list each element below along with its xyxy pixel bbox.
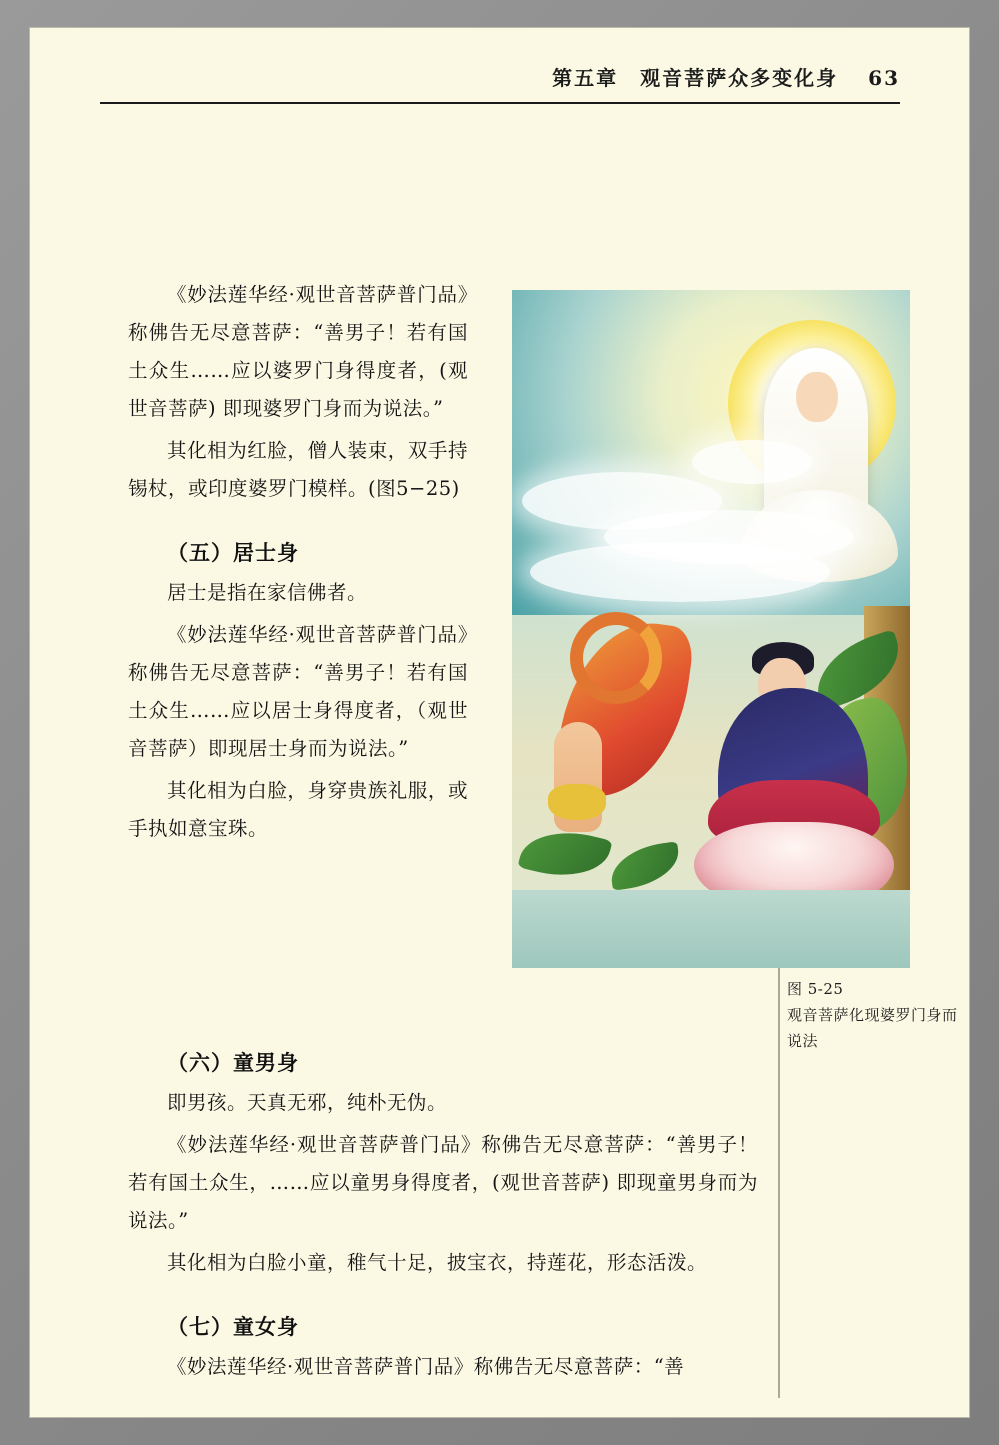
paragraph: 其化相为红脸，僧人装束，双手持锡杖，或印度婆罗门模样。(图5−25) xyxy=(128,439,468,500)
paragraph: 《妙法莲华经·观世音菩萨普门品》称佛告无尽意菩萨：“善 xyxy=(167,1355,685,1378)
paragraph: 其化相为白脸小童，稚气十足，披宝衣，持莲花，形态活泼。 xyxy=(167,1251,708,1274)
cloud-shape xyxy=(530,542,830,602)
section-heading-six: （六）童男身 xyxy=(167,1050,299,1075)
guanyin-face xyxy=(796,372,838,422)
paragraph: 《妙法莲华经·观世音菩萨普门品》称佛告无尽意菩萨：“善男子！若有国土众生，……应以童男身得度者，(观世音菩萨) 即现童男身而为说法。” xyxy=(128,1133,758,1232)
paragraph: 居士是指在家信佛者。 xyxy=(167,581,368,604)
header-divider xyxy=(100,102,900,104)
page-number: 63 xyxy=(868,66,900,90)
left-text-column xyxy=(128,276,468,852)
figure-caption xyxy=(787,976,967,1054)
paragraph: 《妙法莲华经·观世音菩萨普门品》称佛告无尽意菩萨：“善男子！若有国土众生……应以居士身得度者，（观世音菩萨）即现居士身而为说法。” xyxy=(128,623,468,760)
illustration-guanyin-brahmin xyxy=(512,290,910,968)
header-title-label: 观音菩萨众多变化身 xyxy=(640,66,839,90)
section-heading-seven: （七）童女身 xyxy=(167,1314,299,1339)
ribbon-loop-shape xyxy=(570,612,662,704)
page-header xyxy=(100,50,900,110)
child-garment xyxy=(548,784,606,820)
paragraph: 其化相为白脸，身穿贵族礼服，或手执如意宝珠。 xyxy=(128,779,468,840)
figure-caption-text: 观音菩萨化现婆罗门身而说法 xyxy=(787,1006,958,1050)
cloud-shape xyxy=(692,440,812,484)
section-heading-five: （五）居士身 xyxy=(167,540,299,565)
lower-text-column xyxy=(128,1018,758,1390)
figure-number: 图 5-25 xyxy=(787,980,844,998)
running-head xyxy=(552,62,900,91)
figure-divider xyxy=(778,968,780,1398)
header-chapter-label: 第五章 xyxy=(552,66,619,90)
page-paper xyxy=(30,28,969,1417)
water-shape xyxy=(512,890,910,968)
paragraph: 《妙法莲华经·观世音菩萨普门品》称佛告无尽意菩萨：“善男子！若有国土众生……应以婆罗门身得度者，(观世音菩萨) 即现婆罗门身而为说法。” xyxy=(128,283,468,420)
paragraph: 即男孩。天真无邪，纯朴无伪。 xyxy=(167,1091,448,1114)
book-page xyxy=(30,28,969,1417)
